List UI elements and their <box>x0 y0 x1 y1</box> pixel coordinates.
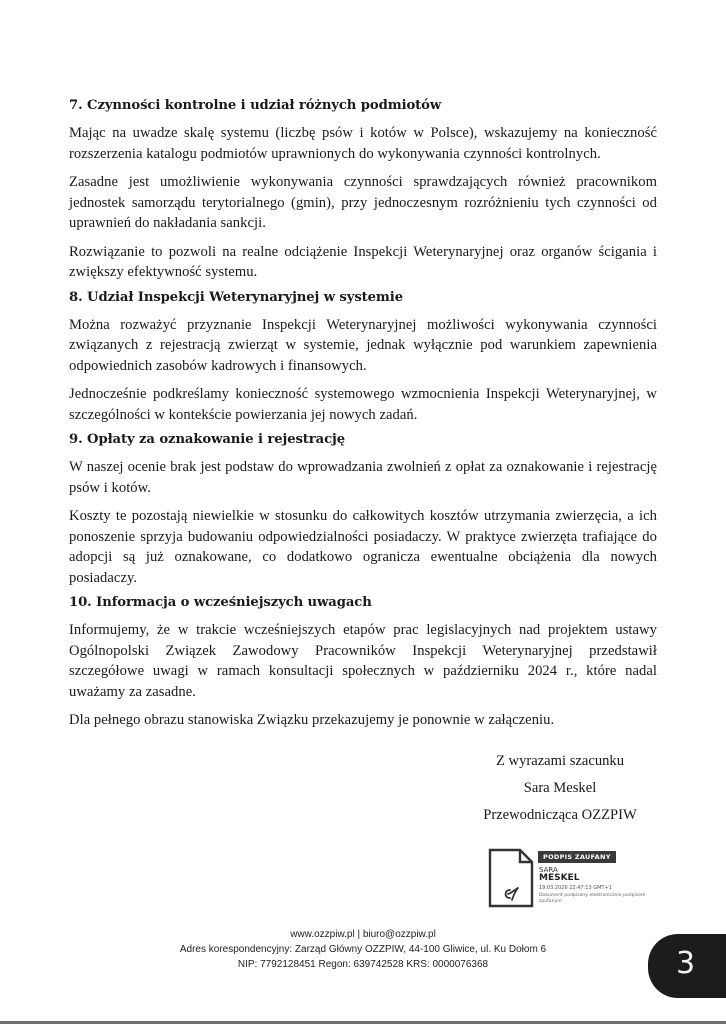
trusted-signature-badge: PODPIS ZAUFANY <box>538 851 616 863</box>
stamp-last-name: MESKEL <box>539 873 580 883</box>
paragraph: Informujemy, że w trakcie wcześniejszych etapów prac legislacyjnych nad projektem ustawy Ogólnopolski Związek Zawodowy Pracowników Inspekcji Weterynaryjnej przedstawił szczegółowe uwagi w ramach konsultacji społecznych w październiku 2024 r., które nadal uważamy za zasadne. <box>69 622 657 700</box>
stamp-timestamp: 19.03.2026 22:47:13 GMT+1 <box>539 885 612 891</box>
section-10 <box>69 593 657 731</box>
section-heading: 8. Udział Inspekcji Weterynaryjnej w systemie <box>69 289 403 305</box>
paragraph: Jednocześnie podkreślamy konieczność systemowego wzmocnienia Inspekcji Weterynaryjnej, w szczególności w kontekście powierzania jej nowych zadań. <box>69 386 657 423</box>
paragraph: Można rozważyć przyznanie Inspekcji Weterynaryjnej możliwości wykonywania czynności związanych z rejestracją zwierząt w systemie, jednak wyłącznie pod warunkiem zapewnienia odpowiednich zasobów kadrowych i finansowych. <box>69 316 657 374</box>
stamp-first-name: SARA <box>539 866 558 874</box>
paragraph: Dla pełnego obrazu stanowiska Związku przekazujemy je ponownie w załączeniu. <box>69 712 555 728</box>
paragraph: Koszty te pozostają niewielkie w stosunku do całkowitych kosztów utrzymania zwierzęcia, a ich ponoszenie sprzyja budowaniu odpowiedzialności posiadaczy. W praktyce zwierzęta trafiające do adopcji są już oznakowane, co dodatkowo ogranicza ewentualne obciążenia dla nowych posiadaczy. <box>69 508 657 586</box>
signed-document-icon <box>488 848 534 908</box>
section-9 <box>69 430 657 588</box>
paragraph: Mając na uwadze skalę systemu (liczbę psów i kotów w Polsce), wskazujemy na konieczność rozszerzenia katalogu podmiotów uprawnionych do wykonywania czynności kontrolnych. <box>69 125 657 162</box>
footer-address: Adres korespondencyjny: Zarząd Główny OZZPIW, 44-100 Gliwice, ul. Ku Dołom 6 <box>179 944 547 955</box>
section-heading: 10. Informacja o wcześniejszych uwagach <box>69 595 372 610</box>
paragraph: Rozwiązanie to pozwoli na realne odciążenie Inspekcji Weterynaryjnej oraz organów ścigania i zwiększy efektywność systemu. <box>69 243 657 280</box>
trusted-signature-stamp <box>488 848 658 910</box>
section-heading: 9. Opłaty za oznakowanie i rejestrację <box>69 432 345 447</box>
stamp-note: Dokument podpisany elektronicznie podpisem zaufanym <box>539 893 646 904</box>
page-number-badge <box>648 934 726 998</box>
paragraph: Zasadne jest umożliwienie wykonywania czynności sprawdzających również pracownikom jednostek samorządu terytorialnego (gmin), przy jednoczesnym rozróżnieniu tych czynności od uprawnień do nakładania sankcji. <box>69 174 657 231</box>
section-7 <box>69 96 657 283</box>
salutation: Z wyrazami szacunku <box>495 753 625 769</box>
footer-registry: NIP: 7792128451 Regon: 639742528 KRS: 0000076368 <box>237 959 489 970</box>
section-heading: 7. Czynności kontrolne i udział różnych podmiotów <box>69 98 442 113</box>
section-8 <box>69 288 657 426</box>
signer-title: Przewodnicząca OZZPIW <box>483 807 637 823</box>
document-body <box>69 96 657 739</box>
signer-name: Sara Meskel <box>523 780 597 796</box>
page-number: 3 <box>676 946 696 981</box>
closing-block <box>460 748 660 829</box>
page-footer <box>120 927 606 972</box>
paragraph: W naszej ocenie brak jest podstaw do wprowadzania zwolnień z opłat za oznakowanie i rejestrację psów i kotów. <box>69 459 657 496</box>
footer-contact: www.ozzpiw.pl | biuro@ozzpiw.pl <box>290 929 436 940</box>
